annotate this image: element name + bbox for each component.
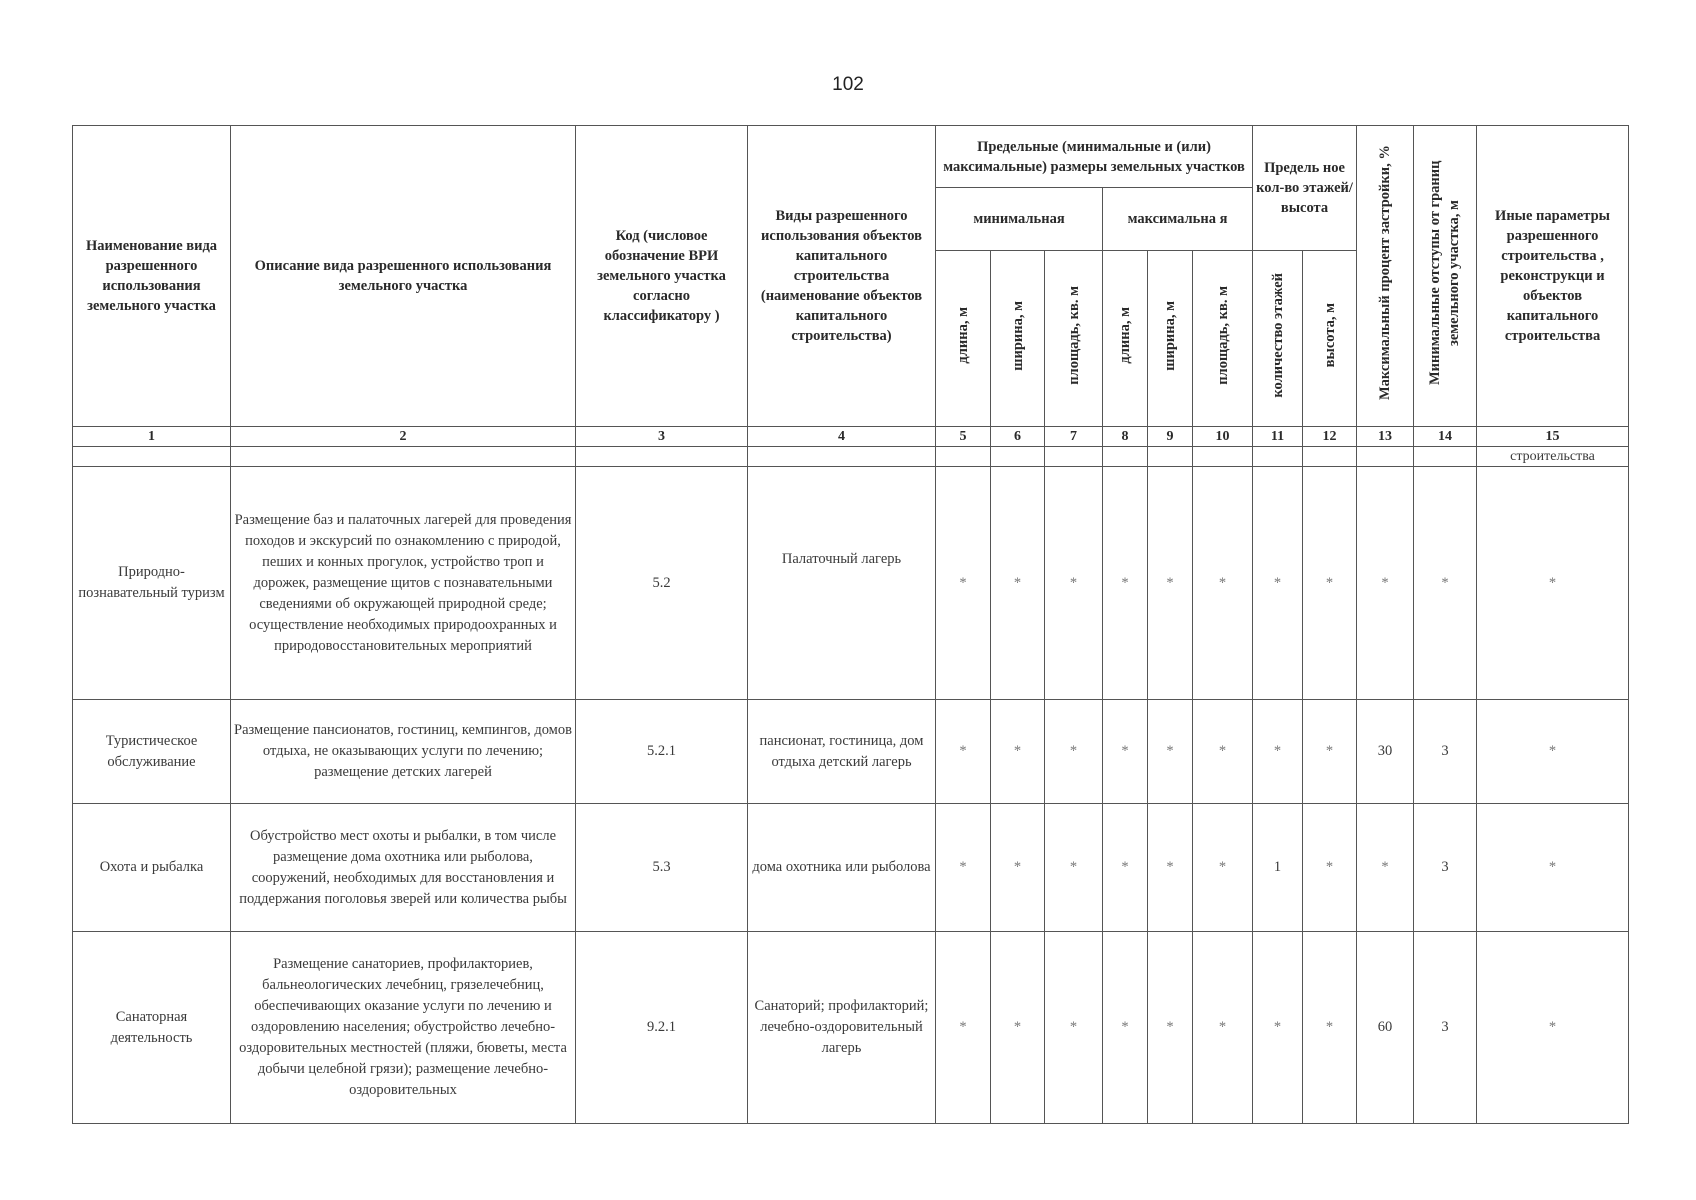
value-cell: * [1148, 700, 1193, 804]
col-number: 4 [748, 427, 936, 447]
col-number: 8 [1103, 427, 1148, 447]
value-cell: * [1303, 467, 1357, 700]
use-objects: дома охотника или рыболова [748, 804, 936, 932]
page-number: 102 [832, 74, 864, 95]
value-cell: * [936, 700, 991, 804]
value-cell: * [1357, 467, 1414, 700]
use-code: 5.2 [576, 467, 748, 700]
value-cell: * [1357, 804, 1414, 932]
value-cell: 3 [1414, 700, 1477, 804]
value-cell: 30 [1357, 700, 1414, 804]
use-name: Охота и рыбалка [73, 804, 231, 932]
header-c12: высота, м [1303, 251, 1357, 427]
col-number: 9 [1148, 427, 1193, 447]
table-row [73, 932, 1629, 1124]
value-cell: * [936, 804, 991, 932]
value-cell: * [991, 700, 1045, 804]
value-cell: * [1103, 932, 1148, 1124]
value-cell: * [1193, 932, 1253, 1124]
use-description: Размещение баз и палаточных лагерей для проведения походов и экскурсий по ознакомлению с природой, пеших и конных прогулок, устройство троп и дорожек, размещение щитов с познавательными сведениями об окружающей природной среде; осуществление необходимых природоохранных и природовосстановительных мероприятий [231, 467, 576, 700]
col-number: 3 [576, 427, 748, 447]
value-cell: * [1414, 467, 1477, 700]
table-row [73, 804, 1629, 932]
value-cell: * [1253, 700, 1303, 804]
value-cell: 3 [1414, 932, 1477, 1124]
value-cell: * [1148, 804, 1193, 932]
col-number: 1 [73, 427, 231, 447]
header-c11: количество этажей [1253, 251, 1303, 427]
value-cell: * [1303, 932, 1357, 1124]
col-number: 12 [1303, 427, 1357, 447]
header-max-build-percent: Максимальный процент застройки, % [1357, 126, 1414, 427]
value-cell: * [1103, 467, 1148, 700]
value-cell: * [1477, 467, 1629, 700]
value-cell: * [1303, 700, 1357, 804]
value-cell: 60 [1357, 932, 1414, 1124]
header-c10: площадь, кв. м [1193, 251, 1253, 427]
regulations-table [72, 125, 1629, 1124]
value-cell: * [1045, 932, 1103, 1124]
column-number-row [73, 427, 1629, 447]
header-code: Код (числовое обозначение ВРИ земельного участка согласно классификатору ) [576, 126, 748, 427]
value-cell: * [936, 932, 991, 1124]
value-cell: * [1148, 932, 1193, 1124]
use-name: Туристическое обслуживание [73, 700, 231, 804]
value-cell: * [1477, 932, 1629, 1124]
value-cell: * [1045, 700, 1103, 804]
use-code: 9.2.1 [576, 932, 748, 1124]
col-number: 15 [1477, 427, 1629, 447]
use-description: Размещение пансионатов, гостиниц, кемпингов, домов отдыха, не оказывающих услуги по лечению; размещение детских лагерей [231, 700, 576, 804]
value-cell: * [991, 932, 1045, 1124]
value-cell: * [1193, 804, 1253, 932]
value-cell: * [936, 467, 991, 700]
table-row [73, 467, 1629, 700]
header-row-1 [73, 126, 1629, 188]
col-number: 7 [1045, 427, 1103, 447]
table-row [73, 700, 1629, 804]
use-objects: Палаточный лагерь [748, 467, 936, 700]
value-cell: * [1253, 467, 1303, 700]
col-number: 13 [1357, 427, 1414, 447]
header-min: минимальная [936, 188, 1103, 251]
col-number: 14 [1414, 427, 1477, 447]
col-number: 5 [936, 427, 991, 447]
header-c6: ширина, м [991, 251, 1045, 427]
header-c9: ширина, м [1148, 251, 1193, 427]
value-cell: * [1253, 932, 1303, 1124]
value-cell: * [1045, 467, 1103, 700]
col-number: 6 [991, 427, 1045, 447]
use-name: Санаторная деятельность [73, 932, 231, 1124]
header-other-params: Иные параметры разрешенного строительства , реконструкци и объектов капитального строительства [1477, 126, 1629, 427]
value-cell: * [991, 804, 1045, 932]
use-code: 5.2.1 [576, 700, 748, 804]
value-cell: * [1103, 804, 1148, 932]
col-number: 2 [231, 427, 576, 447]
use-objects: пансионат, гостиница, дом отдыха детский лагерь [748, 700, 936, 804]
value-cell: * [1303, 804, 1357, 932]
value-cell: * [1045, 804, 1103, 932]
value-cell: 3 [1414, 804, 1477, 932]
use-objects: Санаторий; профилакторий; лечебно-оздоровительный лагерь [748, 932, 936, 1124]
col-number: 11 [1253, 427, 1303, 447]
header-max: максимальна я [1103, 188, 1253, 251]
value-cell: * [991, 467, 1045, 700]
continuation-row [73, 447, 1629, 467]
value-cell: * [1193, 700, 1253, 804]
header-objects: Виды разрешенного использования объектов капитального строительства (наименование объектов капитального строительства) [748, 126, 936, 427]
use-name: Природно-познавательный туризм [73, 467, 231, 700]
use-description: Обустройство мест охоты и рыбалки, в том числе размещение дома охотника или рыболова, сооружений, необходимых для восстановления и поддержания поголовья зверей или количества рыбы [231, 804, 576, 932]
continuation-text: строительства [1477, 447, 1629, 467]
header-min-setbacks: Минимальные отступы от границ земельного участка, м [1414, 126, 1477, 427]
use-code: 5.3 [576, 804, 748, 932]
header-c5: длина, м [936, 251, 991, 427]
value-cell: * [1477, 804, 1629, 932]
value-cell: * [1103, 700, 1148, 804]
value-cell: * [1477, 700, 1629, 804]
header-c8: длина, м [1103, 251, 1148, 427]
header-floors-height: Предель ное кол-во этажей/ высота [1253, 126, 1357, 251]
col-number: 10 [1193, 427, 1253, 447]
header-description: Описание вида разрешенного использования земельного участка [231, 126, 576, 427]
value-cell: * [1148, 467, 1193, 700]
header-plot-sizes: Предельные (минимальные и (или) максимальные) размеры земельных участков [936, 126, 1253, 188]
value-cell: 1 [1253, 804, 1303, 932]
value-cell: * [1193, 467, 1253, 700]
header-name: Наименование вида разрешенного использования земельного участка [73, 126, 231, 427]
header-c7: площадь, кв. м [1045, 251, 1103, 427]
use-description: Размещение санаториев, профилакториев, бальнеологических лечебниц, грязелечебниц, обеспечивающих оказание услуги по лечению и оздоровлению населения; обустройство лечебно-оздоровительных местностей (пляжи, бюветы, места добычи целебной грязи); размещение лечебно-оздоровительных [231, 932, 576, 1124]
